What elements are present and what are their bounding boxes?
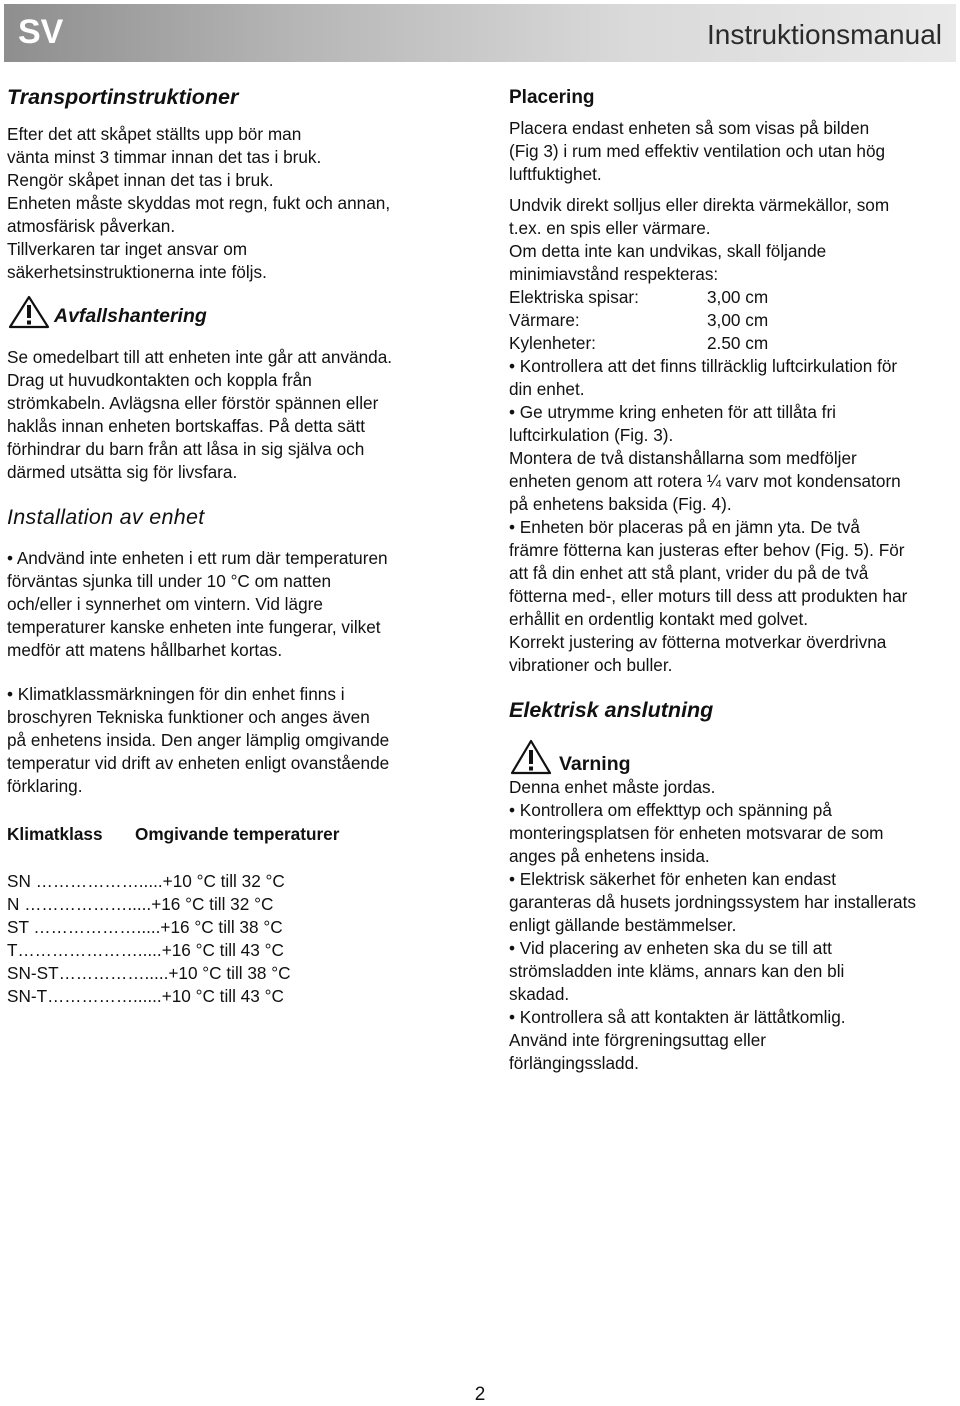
- header-bar: [4, 4, 956, 62]
- text-line: Se omedelbart till att enheten inte går att använda.: [7, 347, 393, 367]
- text-line: Korrekt justering av fötterna motverkar överdrivna: [509, 632, 887, 652]
- distance-value: 2.50 cm: [707, 333, 769, 353]
- text-line: • Vid placering av enheten ska du se till att: [509, 938, 832, 958]
- text-line: därmed utsätta sig för livsfara.: [7, 462, 238, 482]
- waste-heading-row: [7, 294, 477, 330]
- climate-row: T………………….....+16 °C till 43 °C: [7, 940, 284, 960]
- distance-label: Kylenheter:: [509, 333, 596, 353]
- text-line: • Kontrollera att det finns tillräcklig luftcirkulation för: [509, 356, 898, 376]
- text-line: Montera de två distanshållarna som medföljer: [509, 448, 857, 468]
- text-line: medför att matens hållbarhet kortas.: [7, 640, 283, 660]
- text-line: förlängingssladd.: [509, 1053, 639, 1073]
- text-line: • Kontrollera om effekttyp och spänning på: [509, 800, 832, 820]
- text-line: Använd inte förgreningsuttag eller: [509, 1030, 767, 1050]
- climate-row: SN ……………….....+10 °C till 32 °C: [7, 871, 285, 891]
- text-line: Placera endast enheten så som visas på bilden: [509, 118, 870, 138]
- language-code: SV: [18, 13, 64, 51]
- text-line: skadad.: [509, 984, 570, 1004]
- text-line: garanteras då husets jordningssystem har installerats: [509, 892, 916, 912]
- text-line: Drag ut huvudkontakten och koppla från: [7, 370, 312, 390]
- text-line: • Elektrisk säkerhet för enheten kan endast: [509, 869, 837, 889]
- text-line: temperatur vid drift av enheten enligt ovanstående: [7, 753, 390, 773]
- text-line: strömkabeln. Avlägsna eller förstör spännen eller: [7, 393, 379, 413]
- electric-text: [509, 776, 954, 1075]
- text-line: anges på enhetens insida.: [509, 846, 710, 866]
- text-line: förväntas sjunka till under 10 °C om natten: [7, 571, 332, 591]
- text-line: temperaturer kanske enheten inte fungerar, vilket: [7, 617, 381, 637]
- left-column: [7, 84, 477, 1008]
- text-line: förklaring.: [7, 776, 83, 796]
- text-line: Tillverkaren tar inget ansvar om: [7, 239, 248, 259]
- text-line: • Ge utrymme kring enheten för att tillåta fri: [509, 402, 836, 422]
- ambient-temp-header: Omgivande temperaturer: [135, 824, 340, 844]
- placement-paragraph-1: [509, 117, 954, 186]
- text-line: • Andvänd inte enheten i ett rum där temperaturen: [7, 548, 388, 568]
- text-line: din enhet.: [509, 379, 585, 399]
- electric-heading: Elektrisk anslutning: [509, 698, 714, 722]
- text-line: luftcirkulation (Fig. 3).: [509, 425, 674, 445]
- climate-row: SN-T……………......+10 °C till 43 °C: [7, 986, 284, 1006]
- waste-heading: Avfallshantering: [54, 305, 207, 327]
- distance-value: 3,00 cm: [707, 310, 769, 330]
- text-line: på enhetens baksida (Fig. 4).: [509, 494, 732, 514]
- warning-triangle-icon: [7, 294, 51, 330]
- text-line: Efter det att skåpet ställts upp bör man: [7, 124, 302, 144]
- text-line: vänta minst 3 timmar innan det tas i bruk.: [7, 147, 322, 167]
- distance-row: [509, 309, 954, 332]
- text-line: Denna enhet måste jordas.: [509, 777, 716, 797]
- transport-heading: Transportinstruktioner: [7, 85, 239, 109]
- text-line: • Kontrollera så att kontakten är lättåtkomlig.: [509, 1007, 846, 1027]
- climate-row: N ……………….....+16 °C till 32 °C: [7, 894, 274, 914]
- install-paragraph-1: [7, 547, 477, 662]
- text-line: strömsladden inte kläms, annars kan den bli: [509, 961, 845, 981]
- waste-text: [7, 346, 477, 484]
- climate-row: ST ……………….....+16 °C till 38 °C: [7, 917, 283, 937]
- text-line: Om detta inte kan undvikas, skall följande: [509, 241, 827, 261]
- page-number: 2: [474, 1384, 486, 1405]
- distance-row: [509, 286, 954, 309]
- text-line: minimiavstånd respekteras:: [509, 264, 719, 284]
- distance-value: 3,00 cm: [707, 287, 769, 307]
- text-line: och/eller i synnerhet om vintern. Vid lägre: [7, 594, 323, 614]
- text-line: broschyren Tekniska funktioner och anges även: [7, 707, 370, 727]
- text-line: atmosfärisk påverkan.: [7, 216, 176, 236]
- climate-row: SN-ST…………….....+10 °C till 38 °C: [7, 963, 291, 983]
- install-heading: Installation av enhet: [7, 505, 205, 529]
- distance-label: Värmare:: [509, 310, 580, 330]
- transport-text: [7, 123, 477, 284]
- text-line: monteringsplatsen för enheten motsvarar de som: [509, 823, 884, 843]
- text-line: t.ex. en spis eller värmare.: [509, 218, 711, 238]
- placement-paragraph-3: [509, 355, 954, 677]
- right-column: [509, 84, 954, 1075]
- warning-heading: Varning: [559, 753, 631, 775]
- text-line: förhindrar du barn från att låsa in sig själva och: [7, 439, 365, 459]
- text-line: • Klimatklassmärkningen för din enhet finns i: [7, 684, 345, 704]
- install-paragraph-2: [7, 683, 477, 798]
- distance-list: [509, 286, 954, 355]
- text-line: luftfuktighet.: [509, 164, 602, 184]
- text-line: enligt gällande bestämmelser.: [509, 915, 737, 935]
- text-line: haklås innan enheten bortskaffas. På detta sätt: [7, 416, 365, 436]
- placement-paragraph-2: [509, 194, 954, 286]
- climate-class-header: Klimatklass: [7, 824, 103, 844]
- text-line: erhållit en ordentlig kontakt med golvet.: [509, 609, 809, 629]
- placement-heading: Placering: [509, 87, 595, 108]
- text-line: • Enheten bör placeras på en jämn yta. De två: [509, 517, 860, 537]
- distance-row: [509, 332, 954, 355]
- text-line: på enhetens insida. Den anger lämplig omgivande: [7, 730, 390, 750]
- distance-label: Elektriska spisar:: [509, 287, 639, 307]
- document-title: Instruktionsmanual: [706, 19, 942, 50]
- text-line: Enheten måste skyddas mot regn, fukt och annan,: [7, 193, 391, 213]
- text-line: främre fötterna kan justeras efter behov (Fig. 5). För: [509, 540, 905, 560]
- text-line: att få din enhet att stå plant, vrider du på de två: [509, 563, 869, 583]
- text-line: enheten genom att rotera ¼ varv mot kondensatorn: [509, 471, 901, 491]
- text-line: fötterna med-, eller moturs till dess att produkten har: [509, 586, 908, 606]
- climate-table: [7, 870, 477, 1008]
- warning-triangle-icon: [509, 738, 553, 776]
- climate-table-header: [7, 823, 477, 846]
- text-line: Undvik direkt solljus eller direkta värmekällor, som: [509, 195, 890, 215]
- text-line: (Fig 3) i rum med effektiv ventilation och utan hög: [509, 141, 886, 161]
- text-line: säkerhetsinstruktionerna inte följs.: [7, 262, 267, 282]
- warning-heading-row: [509, 738, 954, 776]
- text-line: Rengör skåpet innan det tas i bruk.: [7, 170, 274, 190]
- text-line: vibrationer och buller.: [509, 655, 673, 675]
